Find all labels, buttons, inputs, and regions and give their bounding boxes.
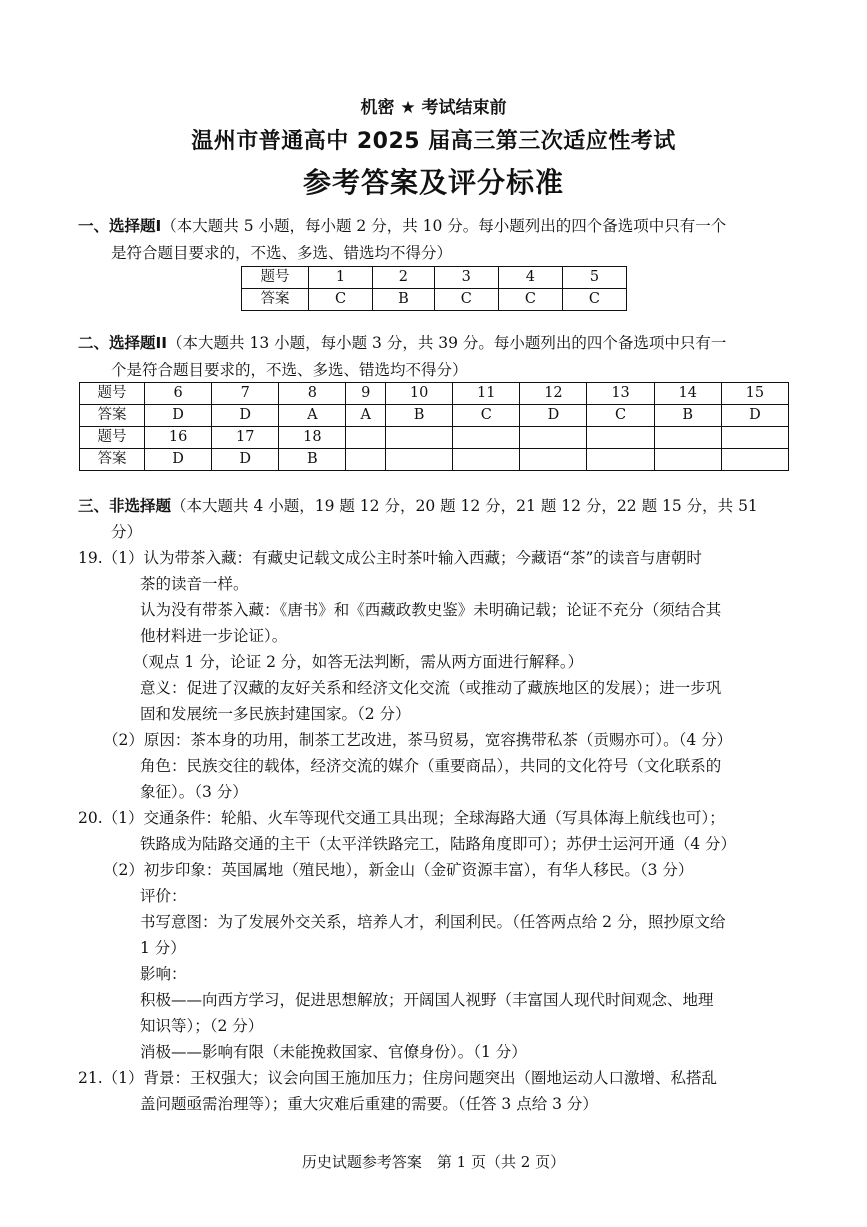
table-cell: D (520, 405, 587, 427)
table-cell: 17 (212, 427, 279, 449)
table-cell: 11 (453, 383, 520, 405)
table-cell (346, 427, 386, 449)
q20-line: 1 分） (140, 939, 186, 957)
table-cell: 6 (145, 383, 212, 405)
table-cell: A (346, 405, 386, 427)
table-cell: C (587, 405, 654, 427)
table-cell (453, 427, 520, 449)
section1-desc-line1: （本大题共 5 小题，每小题 2 分，共 10 分。每小题列出的四个备选项中只有一个 (161, 217, 727, 235)
q19-line: 茶的读音一样。 (140, 575, 249, 593)
table-cell: D (212, 405, 279, 427)
q20-line: 消极——影响有限（未能挽救国家、官僚身份）。（1 分） (140, 1043, 527, 1061)
table-row (242, 267, 627, 289)
table-cell (654, 427, 721, 449)
section2-description (78, 333, 726, 353)
q19-line: 意义：促进了汉藏的友好关系和经济文化交流（或推动了藏族地区的发展）；进一步巩 (140, 679, 722, 697)
table-row (242, 289, 627, 311)
table-cell (654, 449, 721, 471)
table-cell: 18 (279, 427, 346, 449)
table-row (80, 427, 789, 449)
section3-desc-line2: 分） (111, 523, 143, 541)
q19-line: 认为没有带茶入藏：《唐书》和《西藏政教史鉴》未明确记载；论证不充分（须结合其 (140, 601, 722, 619)
table-cell: 15 (721, 383, 788, 405)
section3-heading: 三、非选择题 (78, 497, 172, 515)
section2-desc-line2: 个是符合题目要求的，不选、多选、错选均不得分） (111, 361, 468, 379)
table-cell (453, 449, 520, 471)
q20-line: 评价： (140, 887, 187, 905)
q21-line: 21.（1）背景：王权强大；议会向国王施加压力；住房问题突出（圈地运动人口激增、私搭乱 (78, 1069, 718, 1087)
table-cell: 题号 (242, 267, 309, 289)
table-cell: 答案 (242, 289, 309, 311)
q21-line: 盖问题亟需治理等）；重大灾难后重建的需要。（任答 3 点给 3 分） (140, 1095, 598, 1113)
q20-line: 积极——向西方学习，促进思想解放；开阔国人视野（丰富国人现代时间观念、地理 (140, 991, 714, 1009)
q19-line: 固和发展统一多民族封建国家。（2 分） (140, 705, 411, 723)
table-cell: 题号 (80, 383, 145, 405)
section1-heading: 一、选择题I (78, 217, 162, 235)
q20-line: 书写意图：为了发展外交关系，培养人才，利国利民。（任答两点给 2 分，照抄原文给 (140, 913, 726, 931)
q20-line: 影响： (140, 965, 187, 983)
table-cell: 答案 (80, 405, 145, 427)
table-cell: 4 (498, 267, 562, 289)
section1-description (78, 216, 726, 236)
section3-desc-line1: （本大题共 4 小题，19 题 12 分，20 题 12 分，21 题 12 分，22 题 15 分，共 51 (171, 497, 758, 515)
table-cell: 14 (654, 383, 721, 405)
page-title: 参考答案及评分标准 (302, 166, 564, 199)
table-cell: C (453, 405, 520, 427)
q19-line: 象征）。（3 分） (140, 783, 248, 801)
table-cell: 5 (562, 267, 626, 289)
table-cell (520, 427, 587, 449)
table-cell: C (434, 289, 498, 311)
table-cell: D (212, 449, 279, 471)
table-cell: D (145, 405, 212, 427)
table-cell: 8 (279, 383, 346, 405)
table-cell: 9 (346, 383, 386, 405)
table-cell: B (373, 289, 435, 311)
table-cell: C (562, 289, 626, 311)
table-row (80, 449, 789, 471)
table-cell: B (386, 405, 453, 427)
table-cell (386, 427, 453, 449)
confidential-mark: 机密 ★ 考试结束前 (360, 98, 507, 118)
exam-title: 温州市普通高中 2025 届高三第三次适应性考试 (191, 129, 676, 154)
section3-description (78, 496, 758, 516)
table-cell: A (279, 405, 346, 427)
table-cell: 3 (434, 267, 498, 289)
q20-line: 知识等）；（2 分） (140, 1017, 264, 1035)
table-cell: 题号 (80, 427, 145, 449)
q20-line: 铁路成为陆路交通的主干（太平洋铁路完工，陆路角度即可）；苏伊士运河开通（4 分） (140, 835, 737, 853)
table-cell: 10 (386, 383, 453, 405)
table-cell: 12 (520, 383, 587, 405)
table-cell: 7 (212, 383, 279, 405)
q19-line: （观点 1 分，论证 2 分，如答无法判断，需从两方面进行解释。） (133, 653, 584, 671)
table-cell (386, 449, 453, 471)
q20-line: 20.（1）交通条件：轮船、火车等现代交通工具出现；全球海路大通（写具体海上航线也可）； (78, 809, 725, 827)
table-cell: D (145, 449, 212, 471)
section2-heading: 二、选择题II (78, 334, 168, 352)
table-cell: B (654, 405, 721, 427)
table-cell (721, 449, 788, 471)
table-cell: B (279, 449, 346, 471)
table-cell (721, 427, 788, 449)
table-row (80, 405, 789, 427)
q20-line: （2）初步印象：英国属地（殖民地），新金山（金矿资源丰富），有华人移民。（3 分） (103, 861, 694, 879)
page-footer: 历史试题参考答案 第 1 页（共 2 页） (301, 1153, 566, 1171)
table-row (80, 383, 789, 405)
table-cell: 1 (309, 267, 373, 289)
table-cell (520, 449, 587, 471)
q19-line: （2）原因：茶本身的功用，制茶工艺改进，茶马贸易，宽容携带私茶（贡赐亦可）。（4 分） (103, 731, 733, 749)
table-cell: 2 (373, 267, 435, 289)
table-cell: 13 (587, 383, 654, 405)
section1-answer-table (241, 266, 627, 311)
table-cell: D (721, 405, 788, 427)
section1-desc-line2: 是符合题目要求的，不选、多选、错选均不得分） (111, 244, 453, 262)
table-cell: 答案 (80, 449, 145, 471)
section2-answer-table (79, 382, 789, 471)
table-cell (346, 449, 386, 471)
q19-line: 19.（1）认为带茶入藏：有藏史记载文成公主时茶叶输入西藏；今藏语“茶”的读音与唐朝时 (78, 549, 702, 567)
table-cell: 16 (145, 427, 212, 449)
table-cell: C (309, 289, 373, 311)
table-cell (587, 449, 654, 471)
table-cell (587, 427, 654, 449)
q19-line: 角色：民族交往的载体，经济交流的媒介（重要商品），共同的文化符号（文化联系的 (140, 757, 722, 775)
q19-line: 他材料进一步论证）。 (140, 627, 288, 645)
table-cell: C (498, 289, 562, 311)
section2-desc-line1: （本大题共 13 小题，每小题 3 分，共 39 分。每小题列出的四个备选项中只有一 (167, 334, 727, 352)
